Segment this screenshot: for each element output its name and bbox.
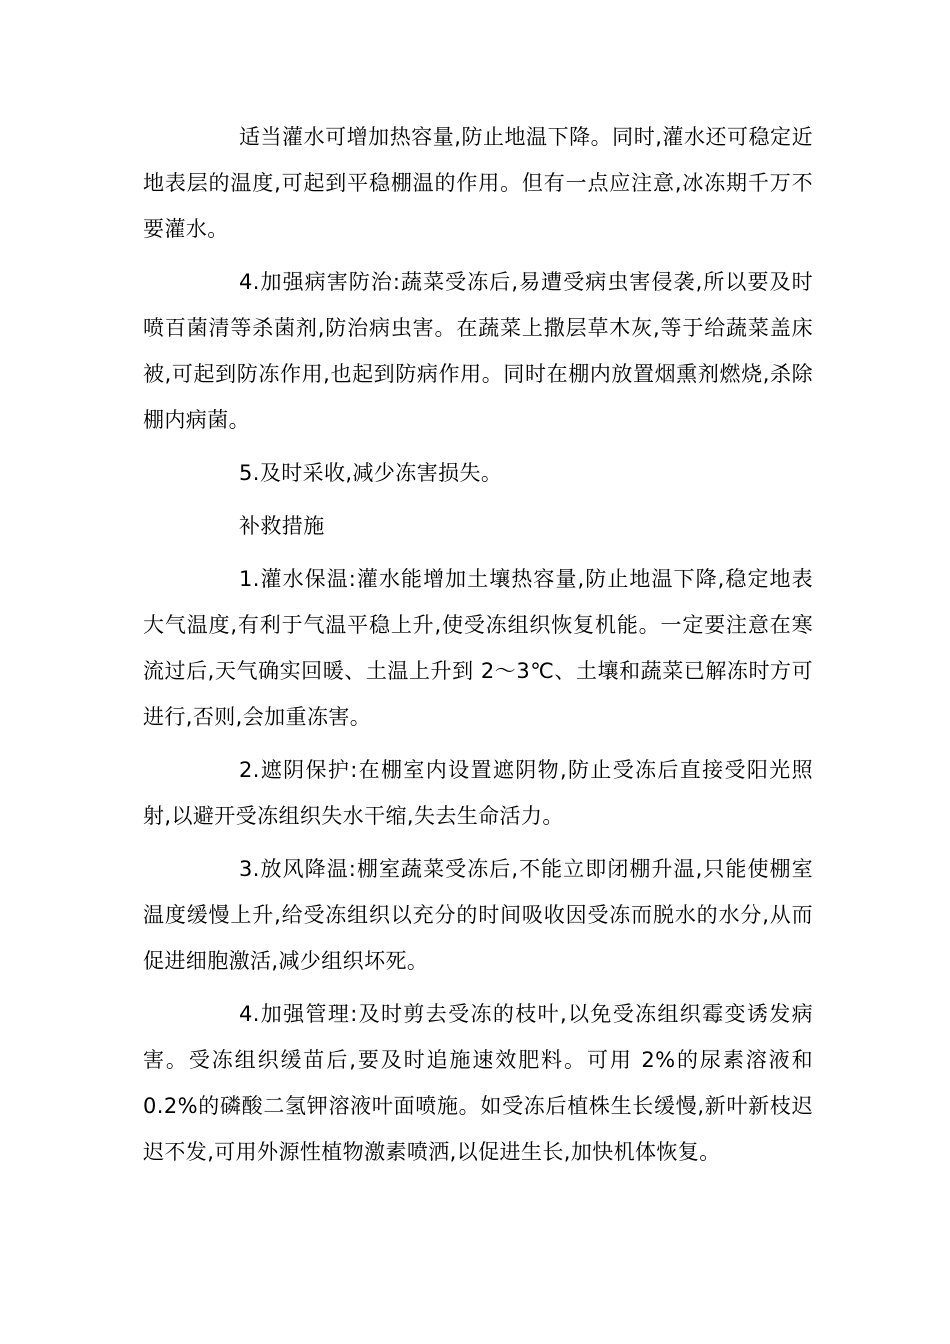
section-heading-remedial-measures: 补救措施 <box>239 514 325 538</box>
document-body <box>143 114 813 1182</box>
paragraph-irrigation-intro: 适当灌水可增加热容量,防止地温下降。同时,灌水还可稳定近地表层的温度,可起到平稳棚温的作用。但有一点应注意,冰冻期千万不要灌水。 <box>143 125 813 241</box>
paragraph-ventilation-cooling: 3.放风降温:棚室蔬菜受冻后,不能立即闭棚升温,只能使棚室温度缓慢上升,给受冻组织以充分的时间吸收因受冻而脱水的水分,从而促进细胞激活,减少组织坏死。 <box>143 857 813 973</box>
paragraph-disease-control: 4.加强病害防治:蔬菜受冻后,易遭受病虫害侵袭,所以要及时喷百菌清等杀菌剂,防治病虫害。在蔬菜上撒层草木灰,等于给蔬菜盖床被,可起到防冻作用,也起到防病作用。同时在棚内放置烟熏剂燃烧,杀除棚内病菌。 <box>143 270 813 432</box>
paragraph-irrigation-warming: 1.灌水保温:灌水能增加土壤热容量,防止地温下降,稳定地表大气温度,有利于气温平稳上升,使受冻组织恢复机能。一定要注意在寒流过后,天气确实回暖、土温上升到 2～3℃、土壤和蔬菜已解冻时方可进行,否则,会加重冻害。 <box>143 567 813 729</box>
paragraph-shade-protection: 2.遮阴保护:在棚室内设置遮阴物,防止受冻后直接受阳光照射,以避开受冻组织失水干缩,失去生命活力。 <box>143 758 813 828</box>
paragraph-timely-harvest: 5.及时采收,减少冻害损失。 <box>239 461 503 485</box>
paragraph-management: 4.加强管理:及时剪去受冻的枝叶,以免受冻组织霉变诱发病害。受冻组织缓苗后,要及时追施速效肥料。可用 2%的尿素溶液和0.2%的磷酸二氢钾溶液叶面喷施。如受冻后植株生长缓慢,新叶新枝迟迟不发,可用外源性植物激素喷洒,以促进生长,加快机体恢复。 <box>143 1002 813 1164</box>
